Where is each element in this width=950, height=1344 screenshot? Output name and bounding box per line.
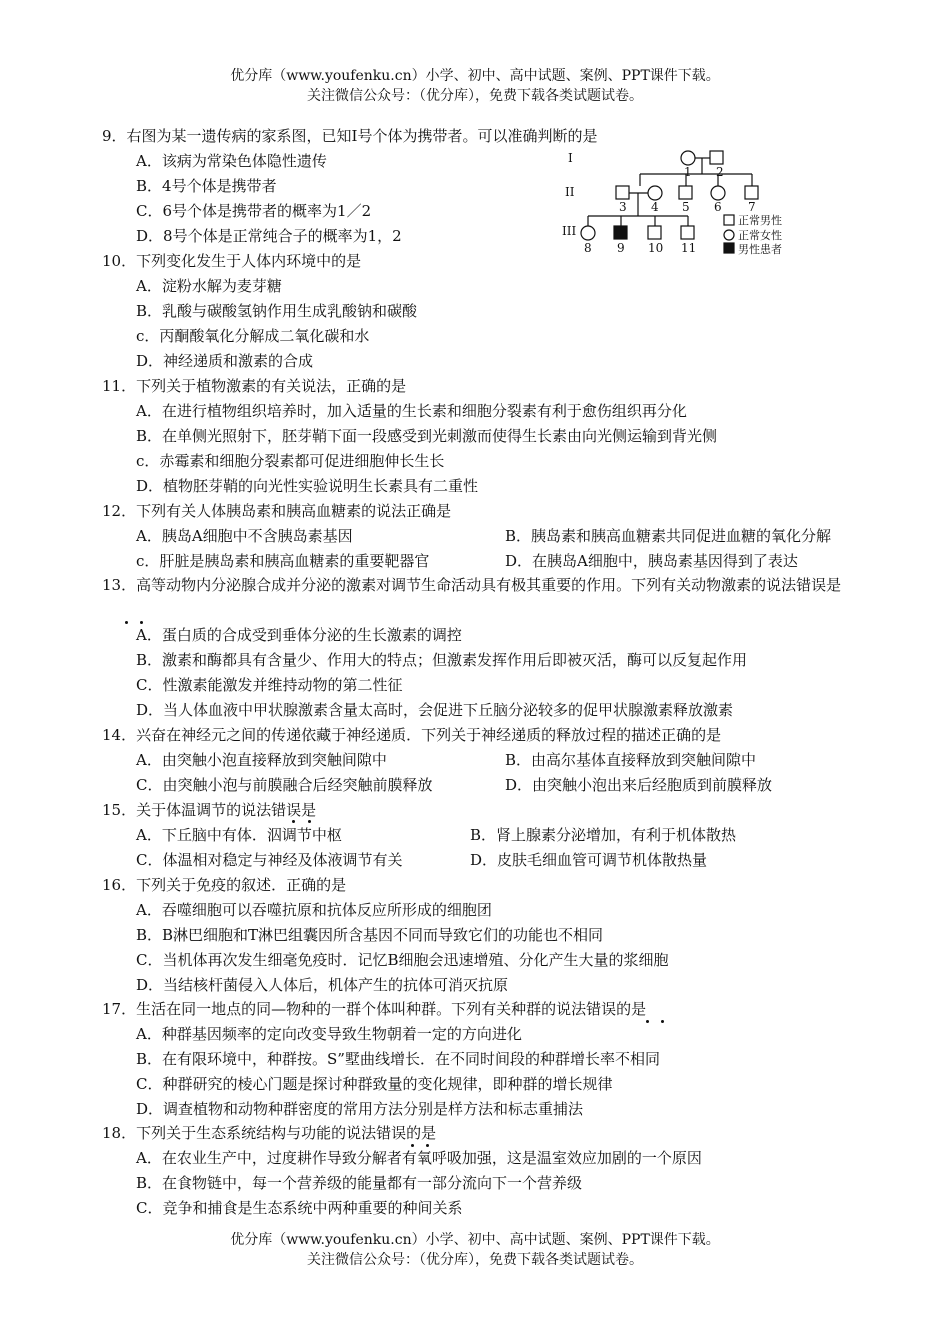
- pedigree-label-1: 1: [684, 165, 692, 179]
- q16-option-d: D．当结核杆菌侵入人体后，机体产生的抗体可消灭抗原: [136, 976, 509, 994]
- pedigree-chart: [560, 146, 805, 270]
- q15-option-c: C．体温相对稳定与神经及体液调节有关: [136, 851, 403, 869]
- pedigree-label-5: 5: [682, 200, 690, 214]
- q9-stem: 9．右图为某一遗传病的家系图，已知Ⅰ号个体为携带者。可以准确判断的是: [102, 127, 598, 145]
- pedigree-label-9: 9: [617, 241, 625, 255]
- q13-option-d: D．当人体血液中甲状腺激素含量太高时，会促进下丘脑分泌较多的促甲状腺激素释放激素: [136, 701, 734, 719]
- q12-option-d: D．在胰岛A细胞中，胰岛素基因得到了表达: [505, 552, 798, 570]
- pedigree-gen-iii: III: [562, 224, 577, 238]
- q12-option-b: B．胰岛素和胰高血糖素共同促进血糖的氧化分解: [505, 527, 832, 545]
- q13-stem: 13．高等动物内分泌腺合成并分泌的激素对调节生命活动具有极其重要的作用。下列有关动物激素的说法错误是: [102, 576, 842, 594]
- pedigree-label-3: 3: [619, 200, 627, 214]
- pedigree-label-6: 6: [714, 200, 722, 214]
- pedigree-gen-i: I: [568, 151, 573, 165]
- pedigree-label-4: 4: [651, 200, 659, 214]
- pedigree-label-10: 10: [648, 241, 664, 255]
- q14-option-c: C．由突触小泡与前膜融合后经突触前膜释放: [136, 776, 433, 794]
- footer-line-1: 优分库（www.youfenku.cn）小学、初中、高中试题、案例、PPT课件下载。: [230, 1232, 720, 1248]
- q16-option-a: A．吞噬细胞可以吞噬抗原和抗体反应所形成的细胞团: [136, 901, 492, 919]
- header-line-2: 关注微信公众号：（优分库），免费下载各类试题试卷。: [307, 88, 643, 104]
- pedigree-label-7: 7: [748, 200, 756, 214]
- q13-option-c: C．性激素能激发并维持动物的第二性征: [136, 676, 403, 694]
- legend-normal-female: 正常女性: [738, 229, 782, 242]
- pedigree-label-11: 11: [681, 241, 697, 255]
- q10-stem: 10．下列变化发生于人体内环境中的是: [102, 252, 362, 270]
- q15-stem: 15．关于体温调节的说法错误是: [102, 801, 317, 819]
- pedigree-gen-ii: II: [565, 185, 575, 199]
- q18-stem: 18．下列关于生态系统结构与功能的说法错误的是: [102, 1124, 437, 1142]
- q15-option-a: A．下丘脑中有体．泅调节中枢: [136, 826, 342, 844]
- q11-option-d: D．植物胚芽鞘的向光性实验说明生长素具有二重性: [136, 477, 479, 495]
- q17-option-a: A．种群基因频率的定向改变导致生物朝着一定的方向进化: [136, 1025, 522, 1043]
- q15-option-d: D．皮肤毛细血管可调节机体散热量: [470, 851, 708, 869]
- q9-option-b: B．4号个体是携带者: [136, 177, 277, 195]
- q18-option-b: B．在食物链中，每一个营养级的能量都有一部分流向下一个营养级: [136, 1174, 583, 1192]
- q14-option-b: B．由高尔基体直接释放到突触间隙中: [505, 751, 757, 769]
- q15-option-b: B．肾上腺素分泌增加，有利于机体散热: [470, 826, 737, 844]
- q9-option-a: A．该病为常染色体隐性遗传: [136, 152, 327, 170]
- q11-option-b: B．在单侧光照射下，胚芽鞘下面一段感受到光刺激而使得生长素由向光侧运输到背光侧: [136, 427, 718, 445]
- q9-option-d: D．8号个体是正常纯合子的概率为1，2: [136, 227, 402, 245]
- legend-normal-male: 正常男性: [738, 214, 782, 227]
- q9-option-c: C．6号个体是携带者的概率为1／2: [136, 202, 372, 220]
- q17-option-b: B．在有限环境中，种群按。S”墅曲线增长．在不同时间段的种群增长率不相同: [136, 1050, 660, 1068]
- q12-stem: 12．下列有关人体胰岛素和胰高血糖素的说法正确是: [102, 502, 452, 520]
- q12-option-a: A．胰岛A细胞中不含胰岛素基因: [136, 527, 353, 545]
- pedigree-label-2: 2: [716, 165, 724, 179]
- q17-stem: 17．生活在同一地点的同—物种的一群个体叫种群。下列有关种群的说法错误的是: [102, 1000, 647, 1018]
- q10-option-b: B．乳酸与碳酸氢钠作用生成乳酸钠和碳酸: [136, 302, 418, 320]
- q10-option-a: A．淀粉水解为麦芽糖: [136, 277, 282, 295]
- emphasis-dot: [661, 1020, 664, 1023]
- q11-stem: 11．下列关于植物激素的有关说法，正确的是: [102, 377, 407, 395]
- q17-option-d: D．调查植物和动物种群密度的常用方法分别是样方法和标志重捕法: [136, 1100, 584, 1118]
- q18-option-c: C．竞争和捕食是生态系统中两种重要的种间关系: [136, 1199, 463, 1217]
- emphasis-dot: [125, 621, 128, 624]
- q14-stem: 14．兴奋在神经元之间的传递依藏于神经递质．下列关于神经递质的释放过程的描述正确的是: [102, 726, 722, 744]
- q11-option-a: A．在进行植物组织培养时，加入适量的生长素和细胞分裂素有利于愈伤组织再分化: [136, 402, 687, 420]
- q14-option-a: A．由突触小泡直接释放到突触间隙中: [136, 751, 387, 769]
- q16-option-b: B．B淋巴细胞和T淋巴组囊因所含基因不同而导致它们的功能也不相同: [136, 926, 604, 944]
- q13-option-a: A．蛋白质的合成受到垂体分泌的生长激素的调控: [136, 626, 462, 644]
- header-line-1: 优分库（www.youfenku.cn）小学、初中、高中试题、案例、PPT课件下载。: [230, 68, 720, 84]
- q14-option-d: D．由突触小泡出来后经胞质到前膜释放: [505, 776, 773, 794]
- q12-option-c: c．肝脏是胰岛素和胰高血糖素的重要靶器官: [136, 552, 430, 570]
- q16-option-c: C．当机体再次发生细毫免疫时．记忆B细胞会迅速增殖、分化产生大量的浆细胞: [136, 951, 669, 969]
- q10-option-d: D．神经递质和激素的合成: [136, 352, 314, 370]
- q17-option-c: C．种群研究的棱心门题是探讨种群致量的变化规律，即种群的增长规律: [136, 1075, 613, 1093]
- q10-option-c: c．丙酮酸氧化分解成二氧化碳和水: [136, 327, 370, 345]
- q11-option-c: c．赤霉素和细胞分裂素都可促进细胞伸长生长: [136, 452, 445, 470]
- q18-option-a: A．在农业生产中，过度耕作导致分解者有氧呼吸加强，这是温室效应加剧的一个原因: [136, 1149, 702, 1167]
- q13-option-b: B．激素和酶都具有含量少、作用大的特点；但激素发挥作用后即被灭活，酶可以反复起作用: [136, 651, 748, 669]
- legend-male-patient: 男性患者: [738, 243, 782, 256]
- pedigree-label-8: 8: [584, 241, 592, 255]
- emphasis-dot: [646, 1020, 649, 1023]
- q16-stem: 16．下列关于免疫的叙述．正确的是: [102, 876, 347, 894]
- footer-line-2: 关注微信公众号：（优分库），免费下载各类试题试卷。: [307, 1252, 643, 1268]
